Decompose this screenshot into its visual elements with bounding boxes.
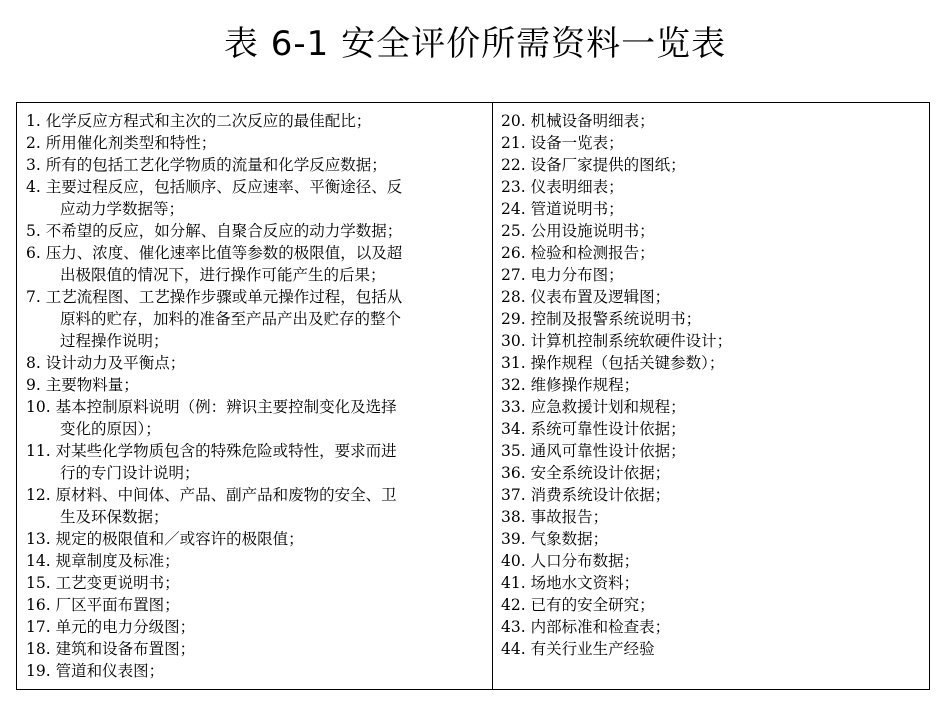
list-item-text: 1. 化学反应方程式和主次的二次反应的最佳配比； [26, 112, 372, 130]
list-item-text: 8. 设计动力及平衡点； [26, 354, 186, 372]
list-item-text: 27. 电力分布图； [501, 266, 624, 284]
list-item-continuation: 行的专门设计说明； [60, 464, 200, 482]
list-item-text: 32. 维修操作规程； [501, 376, 640, 394]
list-item-text: 6. 压力、浓度、催化速率比值等参数的极限值，以及超 [26, 244, 403, 262]
list-item [501, 594, 926, 616]
list-item [501, 330, 926, 352]
list-item [26, 594, 484, 616]
list-item-continuation: 出极限值的情况下，进行操作可能产生的后果； [60, 266, 386, 284]
column-divider [492, 103, 493, 689]
list-item-text: 16. 厂区平面布置图； [26, 596, 180, 614]
list-item-text: 2. 所用催化剂类型和特性； [26, 134, 217, 152]
list-item-text: 15. 工艺变更说明书； [26, 574, 180, 592]
list-item-continuation: 应动力学数据等； [60, 200, 185, 218]
list-item [501, 616, 926, 638]
list-item [501, 286, 926, 308]
list-item-text: 19. 管道和仪表图； [26, 662, 165, 680]
list-item-text: 3. 所有的包括工艺化学物质的流量和化学反应数据； [26, 156, 387, 174]
list-item-text: 20. 机械设备明细表； [501, 112, 655, 130]
list-item-text: 43. 内部标准和检查表； [501, 618, 671, 636]
list-item-text: 38. 事故报告； [501, 508, 609, 526]
list-item-text: 31. 操作规程（包括关键参数）； [501, 354, 725, 372]
list-item [501, 462, 926, 484]
list-item [501, 110, 926, 132]
list-item [501, 550, 926, 572]
list-item [26, 132, 484, 154]
list-item [501, 176, 926, 198]
list-item [26, 220, 484, 242]
list-item-text: 28. 仪表布置及逻辑图； [501, 288, 671, 306]
list-item [26, 110, 484, 132]
list-item-text: 11. 对某些化学物质包含的特殊危险或特性，要求而进 [26, 442, 397, 460]
list-item-text: 9. 主要物料量； [26, 376, 139, 394]
list-item-text: 36. 安全系统设计依据； [501, 464, 671, 482]
list-item-text: 5. 不希望的反应，如分解、自聚合反应的动力学数据； [26, 222, 403, 240]
list-item [501, 440, 926, 462]
list-item [26, 616, 484, 638]
list-item-text: 22. 设备厂家提供的图纸； [501, 156, 686, 174]
list-item-continuation: 原料的贮存，加料的准备至产品产出及贮存的整个 [60, 310, 402, 328]
list-item-text: 23. 仪表明细表； [501, 178, 624, 196]
list-item [26, 484, 484, 528]
list-item [501, 374, 926, 396]
list-item [501, 352, 926, 374]
list-item [501, 638, 926, 660]
list-item [26, 286, 484, 352]
left-column [26, 110, 484, 682]
list-item-continuation: 变化的原因）； [60, 420, 161, 438]
list-item [501, 506, 926, 528]
list-item [26, 154, 484, 176]
list-item [26, 638, 484, 660]
list-item [501, 264, 926, 286]
list-item-text: 18. 建筑和设备布置图； [26, 640, 196, 658]
list-item-text: 21. 设备一览表； [501, 134, 624, 152]
list-item-text: 26. 检验和检测报告； [501, 244, 655, 262]
list-item-text: 44. 有关行业生产经验 [501, 640, 655, 658]
list-item [501, 242, 926, 264]
list-item [26, 374, 484, 396]
list-item-text: 41. 场地水文资料； [501, 574, 640, 592]
list-item-text: 13. 规定的极限值和／或容许的极限值； [26, 530, 304, 548]
list-item [26, 352, 484, 374]
list-item [501, 198, 926, 220]
list-item [501, 154, 926, 176]
list-item [501, 572, 926, 594]
page-title: 表 6-1 安全评价所需资料一览表 [223, 24, 727, 64]
list-item-continuation: 过程操作说明； [60, 332, 169, 350]
right-column [501, 110, 926, 660]
list-item [501, 528, 926, 550]
list-item [26, 572, 484, 594]
list-item-text: 30. 计算机控制系统软硬件设计； [501, 332, 733, 350]
list-item-text: 14. 规章制度及标准； [26, 552, 180, 570]
list-item-text: 25. 公用设施说明书； [501, 222, 655, 240]
list-item-text: 17. 单元的电力分级图； [26, 618, 196, 636]
list-item-text: 24. 管道说明书； [501, 200, 624, 218]
list-item-continuation: 生及环保数据； [60, 508, 169, 526]
list-item [26, 550, 484, 572]
list-item-text: 29. 控制及报警系统说明书； [501, 310, 702, 328]
list-item [501, 220, 926, 242]
list-item [26, 660, 484, 682]
list-item-text: 39. 气象数据； [501, 530, 609, 548]
list-item [26, 242, 484, 286]
list-item [26, 396, 484, 440]
list-item [501, 308, 926, 330]
list-item [501, 418, 926, 440]
list-item-text: 4. 主要过程反应，包括顺序、反应速率、平衡途径、反 [26, 178, 403, 196]
list-item [501, 132, 926, 154]
list-item-text: 33. 应急救援计划和规程； [501, 398, 686, 416]
list-item-text: 10. 基本控制原料说明（例：辨识主要控制变化及选择 [26, 398, 397, 416]
list-item-text: 7. 工艺流程图、工艺操作步骤或单元操作过程，包括从 [26, 288, 403, 306]
list-item [501, 484, 926, 506]
list-item [501, 396, 926, 418]
list-item-text: 35. 通风可靠性设计依据； [501, 442, 686, 460]
list-item [26, 528, 484, 550]
list-item [26, 176, 484, 220]
list-item-text: 40. 人口分布数据； [501, 552, 640, 570]
list-item-text: 37. 消费系统设计依据； [501, 486, 671, 504]
list-item [26, 440, 484, 484]
list-item-text: 12. 原材料、中间体、产品、副产品和废物的安全、卫 [26, 486, 397, 504]
list-item-text: 42. 已有的安全研究； [501, 596, 655, 614]
list-item-text: 34. 系统可靠性设计依据； [501, 420, 686, 438]
materials-table [16, 102, 930, 690]
